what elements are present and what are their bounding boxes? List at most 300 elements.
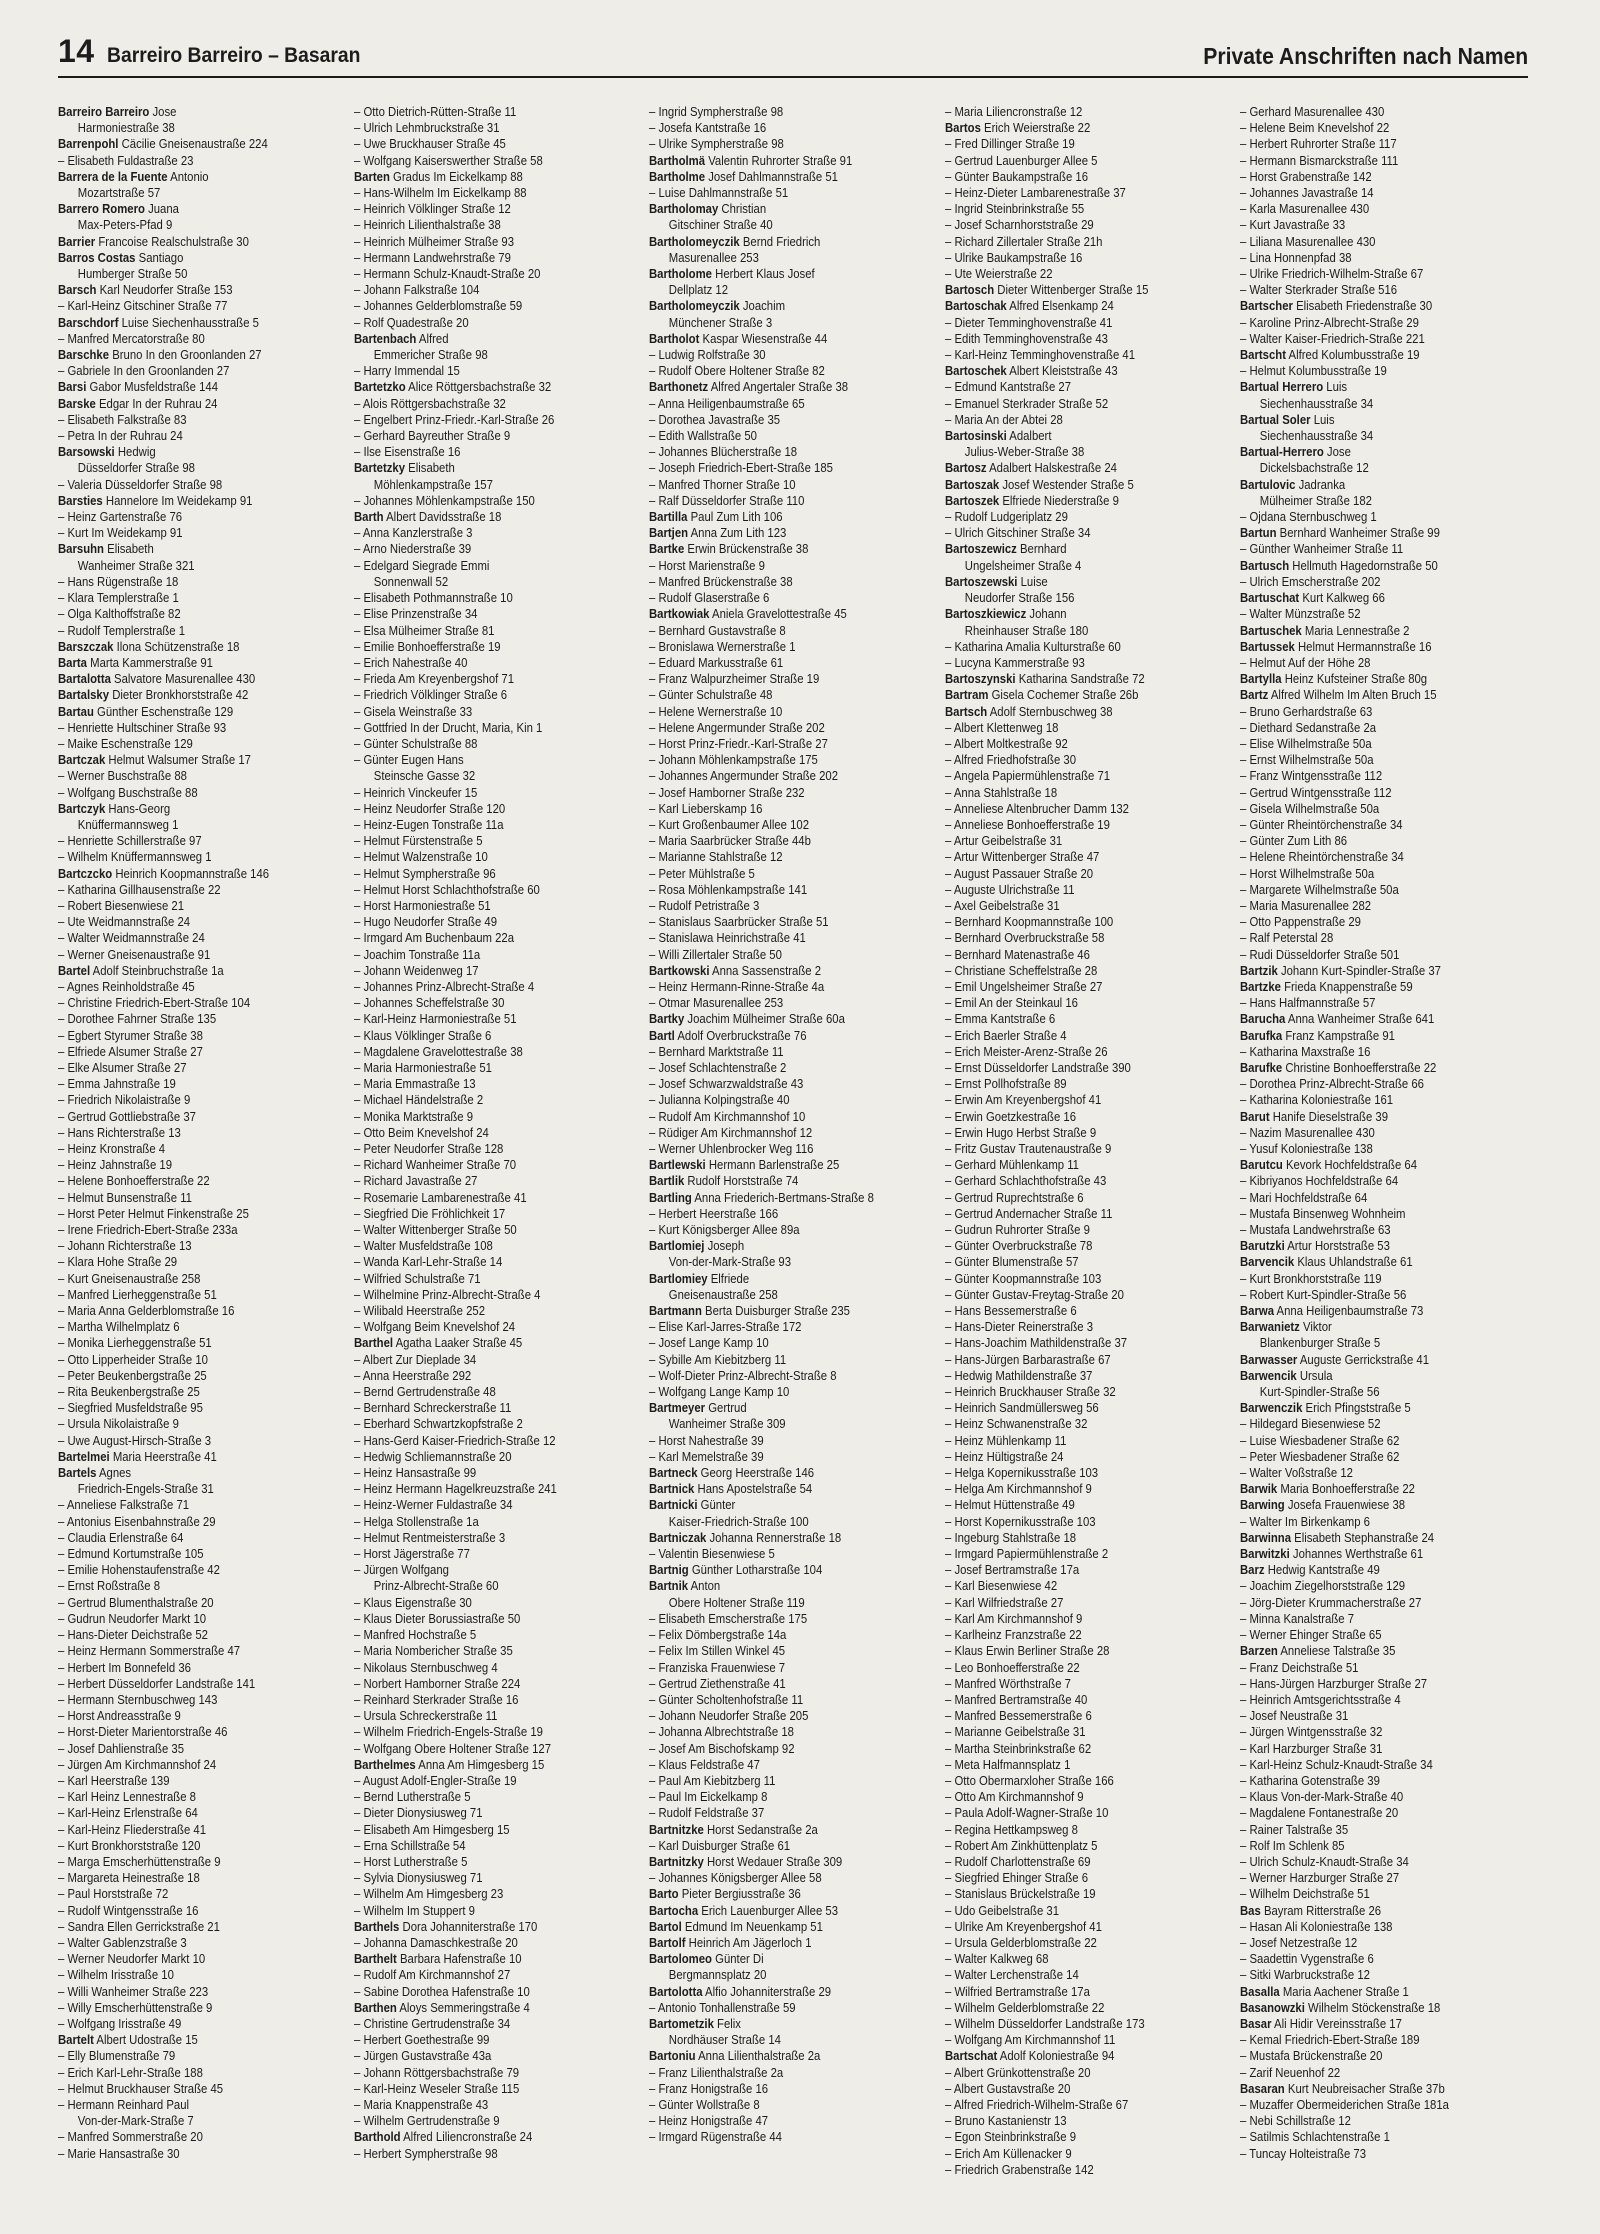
entry-text: Elisabeth: [404, 461, 455, 476]
entry-text: Bergmannsplatz 20: [668, 1968, 767, 1983]
surname: Bartetzko: [353, 380, 406, 395]
surname: Bartnick: [649, 1482, 695, 1497]
entry-text: – Josef Lange Kamp 10: [649, 1336, 769, 1351]
directory-entry: [354, 1611, 641, 1627]
entry-text: – Edmund Kantstraße 27: [944, 380, 1071, 395]
directory-entry: [354, 1416, 641, 1432]
directory-entry: [649, 412, 936, 428]
directory-entry: [354, 1967, 641, 1983]
entry-text: – Wilhelm Knüffermannsweg 1: [58, 850, 212, 865]
directory-entry: [58, 1530, 345, 1546]
entry-text: Valentin Ruhrorter Straße 91: [705, 153, 853, 168]
entry-text: – Norbert Hamborner Straße 224: [353, 1676, 520, 1691]
directory-entry-surname: [1240, 1319, 1527, 1335]
entry-text: – Josef Netzestraße 12: [1240, 1935, 1358, 1950]
directory-entry: [354, 1903, 641, 1919]
surname: Barutcu: [1240, 1158, 1284, 1173]
entry-text: – Hermann Schulz-Knaudt-Straße 20: [353, 267, 541, 282]
directory-entry-surname: [945, 2048, 1232, 2064]
entry-text: – Horst Andreasstraße 9: [58, 1709, 181, 1724]
surname: Bartels: [58, 1466, 97, 1481]
entry-text: – Tuncay Holteistraße 73: [1240, 2146, 1367, 2161]
entry-text: – Helene Rheintörchenstraße 34: [1240, 850, 1405, 865]
directory-entry-surname: [945, 282, 1232, 298]
entry-text: Elisabeth Stephanstraße 24: [1291, 1530, 1435, 1545]
entry-text: – Leo Bonhoefferstraße 22: [944, 1660, 1080, 1675]
entry-text: – Stanislaus Brückelstraße 19: [944, 1887, 1096, 1902]
entry-text: – Franz Deichstraße 51: [1240, 1660, 1359, 1675]
entry-text: – Wilhelm Friedrich-Engels-Straße 19: [353, 1725, 543, 1740]
directory-entry: [58, 509, 345, 525]
entry-text: – Hans Rügenstraße 18: [58, 574, 179, 589]
directory-entry: [354, 541, 641, 557]
entry-text: – Udo Geibelstraße 31: [944, 1903, 1059, 1918]
directory-entry-surname: [58, 2032, 345, 2048]
directory-entry: [58, 1789, 345, 1805]
entry-text: – Günter Gustav-Freytag-Straße 20: [944, 1287, 1124, 1302]
entry-text: – Helene Bonhoefferstraße 22: [58, 1174, 210, 1189]
surname: Bartniczak: [649, 1530, 707, 1545]
entry-text: Kevork Hochfeldstraße 64: [1283, 1158, 1418, 1173]
directory-entry: [945, 1157, 1232, 1173]
entry-text: Anna Am Himgesberg 15: [415, 1757, 544, 1772]
directory-entry-continuation: [354, 347, 641, 363]
directory-entry: [945, 1578, 1232, 1594]
directory-entry: [945, 1951, 1232, 1967]
directory-entry: [1240, 136, 1527, 152]
entry-text: – Erna Schillstraße 54: [353, 1838, 466, 1853]
surname: Basar: [1240, 2016, 1272, 2031]
entry-text: – Sitki Warbruckstraße 12: [1240, 1968, 1371, 1983]
directory-entry: [945, 947, 1232, 963]
running-head: Barreiro Barreiro – Basaran: [106, 44, 361, 67]
directory-entry: [1240, 509, 1527, 525]
directory-entry-surname: [649, 298, 936, 314]
directory-entry: [354, 120, 641, 136]
directory-entry: [58, 1400, 345, 1416]
entry-text: – Herbert Goethestraße 99: [353, 2033, 490, 2048]
entry-text: – Ingrid Steinbrinkstraße 55: [944, 202, 1085, 217]
directory-entry: [945, 1773, 1232, 1789]
entry-text: – Heinz Hermann Sommerstraße 47: [58, 1644, 241, 1659]
entry-text: – Bruno Gerhardstraße 63: [1240, 704, 1373, 719]
entry-text: – Kurt Gneisenaustraße 258: [58, 1271, 201, 1286]
entry-text: – Helmut Walzenstraße 10: [353, 850, 488, 865]
directory-entry: [1240, 833, 1527, 849]
directory-entry: [354, 1870, 641, 1886]
surname: Bartenbach: [353, 331, 416, 346]
directory-entry-surname: [945, 606, 1232, 622]
directory-entry: [354, 1319, 641, 1335]
directory-entry: [945, 2016, 1232, 2032]
entry-text: Sonnenwall 52: [373, 574, 448, 589]
directory-entry-continuation: [58, 2113, 345, 2129]
entry-text: – Rudolf Glaserstraße 6: [649, 591, 770, 606]
directory-entry: [945, 1627, 1232, 1643]
directory-entry: [354, 963, 641, 979]
directory-entry: [945, 2097, 1232, 2113]
directory-entry: [354, 153, 641, 169]
entry-text: – Gertrud Andernacher Straße 11: [944, 1206, 1113, 1221]
directory-entry: [58, 930, 345, 946]
entry-text: – Maria Saarbrücker Straße 44b: [649, 834, 812, 849]
directory-entry: [945, 1822, 1232, 1838]
entry-text: – Otto Pappenstraße 29: [1240, 915, 1362, 930]
directory-entry-surname: [945, 574, 1232, 590]
surname: Bartusch: [1240, 558, 1290, 573]
directory-entry-surname: [649, 169, 936, 185]
entry-text: – Heinz Hermann-Rinne-Straße 4a: [649, 979, 825, 994]
directory-entry: [1240, 153, 1527, 169]
directory-entry: [354, 217, 641, 233]
directory-entry: [945, 930, 1232, 946]
directory-entry-surname: [58, 1449, 345, 1465]
entry-text: – Walter Im Birkenkamp 6: [1240, 1514, 1371, 1529]
directory-entry: [649, 1352, 936, 1368]
surname: Bartzke: [1240, 979, 1282, 994]
entry-text: – Artur Wittenberger Straße 47: [944, 850, 1100, 865]
entry-text: Anna Heiligenbaumstraße 73: [1274, 1304, 1424, 1319]
entry-text: – Nikolaus Sternbuschweg 4: [353, 1660, 498, 1675]
entry-text: – Klaus Erwin Berliner Straße 28: [944, 1644, 1110, 1659]
entry-text: – Christine Friedrich-Ebert-Straße 104: [58, 996, 251, 1011]
directory-entry: [945, 849, 1232, 865]
entry-text: – Fred Dillinger Straße 19: [944, 137, 1075, 152]
directory-entry-continuation: [649, 1254, 936, 1270]
directory-entry: [354, 1384, 641, 1400]
directory-entry: [945, 1433, 1232, 1449]
entry-text: – Axel Geibelstraße 31: [944, 898, 1060, 913]
directory-entry: [945, 525, 1232, 541]
entry-text: – Robert Biesenwiese 21: [58, 898, 185, 913]
entry-text: – Horst Wilhelmstraße 50a: [1240, 866, 1375, 881]
entry-text: Dieter Wittenberger Straße 15: [993, 283, 1149, 298]
entry-text: Alfred: [415, 331, 449, 346]
directory-entry-surname: [1240, 1060, 1527, 1076]
entry-text: – Karoline Prinz-Albrecht-Straße 29: [1240, 315, 1420, 330]
directory-entry: [945, 1384, 1232, 1400]
surname: Barutzki: [1240, 1239, 1286, 1254]
directory-entry-surname: [945, 428, 1232, 444]
entry-text: Alfred Kolumbusstraße 19: [1286, 348, 1420, 363]
directory-entry-surname: [1240, 2081, 1527, 2097]
entry-text: – Ursula Gelderblomstraße 22: [944, 1935, 1097, 1950]
entry-text: – Hermann Sternbuschweg 143: [58, 1692, 218, 1707]
surname: Bartlomiey: [649, 1271, 708, 1286]
directory-entry-surname: [1240, 687, 1527, 703]
entry-text: Münchener Straße 3: [668, 315, 773, 330]
directory-entry: [354, 396, 641, 412]
directory-entry: [945, 1676, 1232, 1692]
directory-entry: [649, 136, 936, 152]
directory-entry: [1240, 574, 1527, 590]
directory-entry: [1240, 104, 1527, 120]
entry-text: – Wilhelmine Prinz-Albrecht-Straße 4: [353, 1287, 541, 1302]
directory-entry: [1240, 201, 1527, 217]
entry-text: – Bernhard Gustavstraße 8: [649, 623, 786, 638]
entry-text: – Klaus Völklinger Straße 6: [353, 1028, 491, 1043]
directory-entry-surname: [58, 234, 345, 250]
directory-entry: [58, 2146, 345, 2162]
entry-text: – Paula Adolf-Wagner-Straße 10: [944, 1806, 1109, 1821]
directory-entry: [945, 1416, 1232, 1432]
entry-text: Bernhard Wanheimer Straße 99: [1276, 526, 1441, 541]
entry-text: – Manfred Sommerstraße 20: [58, 2130, 203, 2145]
entry-text: – Rainer Talstraße 35: [1240, 1822, 1349, 1837]
entry-text: Salvatore Masurenallee 430: [110, 672, 256, 687]
directory-entry: [354, 2113, 641, 2129]
entry-text: – Lucyna Kammerstraße 93: [944, 655, 1085, 670]
entry-text: – Hermann Landwehrstraße 79: [353, 250, 511, 265]
surname: Barthen: [353, 2000, 397, 2015]
entry-text: – Jürgen Gustavstraße 43a: [353, 2049, 491, 2064]
entry-text: – Bernhard Marktstraße 11: [649, 1044, 784, 1059]
surname: Barsuhn: [58, 542, 104, 557]
entry-text: – Franz Honigstraße 16: [649, 2081, 769, 2096]
directory-entry-surname: [649, 1303, 936, 1319]
entry-text: Kurt Kalkweg 66: [1299, 591, 1386, 606]
entry-text: – Wolfgang Beim Knevelshof 24: [353, 1320, 515, 1335]
entry-text: – Günter Wollstraße 8: [649, 2097, 760, 2112]
directory-entry-surname: [58, 671, 345, 687]
surname: Bartky: [649, 1012, 685, 1027]
entry-text: – Gudrun Neudorfer Markt 10: [58, 1611, 207, 1626]
directory-entry: [354, 947, 641, 963]
directory-entry: [649, 1206, 936, 1222]
entry-text: – Elly Blumenstraße 79: [58, 2049, 176, 2064]
entry-text: – Helmut Sympherstraße 96: [353, 866, 496, 881]
directory-entry: [354, 833, 641, 849]
directory-entry-surname: [649, 525, 936, 541]
entry-text: – Josef Schlachtenstraße 2: [649, 1060, 787, 1075]
entry-text: – Klaus Dieter Borussiastraße 50: [353, 1611, 520, 1626]
entry-text: Elfriede: [707, 1271, 750, 1286]
entry-text: – Angela Papiermühlenstraße 71: [944, 769, 1110, 784]
entry-text: – Horst Nahestraße 39: [649, 1433, 764, 1448]
directory-entry: [945, 1254, 1232, 1270]
directory-entry: [945, 898, 1232, 914]
directory-entry-surname: [649, 1919, 936, 1935]
entry-text: – Ute Weierstraße 22: [944, 267, 1053, 282]
entry-text: – Wolfgang Am Kirchmannshof 11: [944, 2033, 1116, 2048]
entry-text: – Horst-Dieter Marientorstraße 46: [58, 1725, 228, 1740]
entry-text: – Hasan Ali Koloniestraße 138: [1240, 1919, 1393, 1934]
entry-text: – Ulrich Emscherstraße 202: [1240, 574, 1381, 589]
entry-text: – Paul Horststraße 72: [58, 1887, 169, 1902]
directory-entry: [649, 1611, 936, 1627]
directory-entry: [945, 315, 1232, 331]
entry-text: – Walter Sterkrader Straße 516: [1240, 283, 1398, 298]
entry-text: – Mustafa Binsenweg Wohnheim: [1240, 1206, 1406, 1221]
entry-text: – Werner Gneisenaustraße 91: [58, 947, 211, 962]
directory-entry: [1240, 1838, 1527, 1854]
entry-text: – Wilhelm Düsseldorfer Landstraße 173: [944, 2016, 1145, 2031]
directory-entry: [1240, 541, 1527, 557]
entry-text: – Dorothee Fahrner Straße 135: [58, 1012, 217, 1027]
entry-text: – Klara Templerstraße 1: [58, 591, 179, 606]
entry-text: Horst Sedanstraße 2a: [703, 1822, 819, 1837]
entry-text: – Edmund Kortumstraße 105: [58, 1547, 204, 1562]
entry-text: – Herbert Düsseldorfer Landstraße 141: [58, 1676, 256, 1691]
entry-text: – Hans-Jürgen Barbarastraße 67: [944, 1352, 1111, 1367]
directory-entry: [1240, 331, 1527, 347]
directory-entry-surname: [354, 2129, 641, 2145]
entry-text: Santiago: [135, 250, 184, 265]
directory-entry: [58, 1708, 345, 1724]
directory-entry: [649, 785, 936, 801]
entry-text: – Maike Eschenstraße 129: [58, 736, 193, 751]
entry-text: – Helmut Kolumbusstraße 19: [1240, 364, 1388, 379]
entry-text: Albert Kleiststraße 43: [1006, 364, 1118, 379]
directory-entry: [354, 1546, 641, 1562]
entry-text: – Heinz Hansastraße 99: [353, 1466, 476, 1481]
directory-entry: [945, 833, 1232, 849]
surname: Basalla: [1240, 1984, 1281, 1999]
directory-entry-surname: [1240, 590, 1527, 606]
directory-entry: [649, 655, 936, 671]
entry-text: – Hedwig Mathildenstraße 37: [944, 1368, 1093, 1383]
directory-entry: [649, 1222, 936, 1238]
directory-entry: [58, 1271, 345, 1287]
entry-text: – Emilie Hohenstaufenstraße 42: [58, 1563, 220, 1578]
surname: Bartjen: [649, 526, 689, 541]
entry-text: Adolf Overbruckstraße 76: [675, 1028, 807, 1043]
entry-text: – Muzaffer Obermeiderichen Straße 181a: [1240, 2097, 1450, 2112]
directory-entry-surname: [1240, 1011, 1527, 1027]
directory-entry-surname: [1240, 477, 1527, 493]
entry-text: – Mustafa Landwehrstraße 63: [1240, 1223, 1391, 1238]
directory-entry: [1240, 234, 1527, 250]
entry-text: Bernhard: [1016, 542, 1067, 557]
entry-text: – Sandra Ellen Gerrickstraße 21: [58, 1919, 220, 1934]
entry-text: – Johannes Blücherstraße 18: [649, 445, 798, 460]
directory-entry: [945, 1967, 1232, 1983]
entry-text: – Erich Am Küllenacker 9: [944, 2146, 1072, 2161]
directory-entry: [649, 866, 936, 882]
entry-text: – Bernhard Schreckerstraße 11: [353, 1401, 511, 1416]
directory-entry-surname: [1240, 1254, 1527, 1270]
directory-entry: [1240, 1822, 1527, 1838]
entry-text: – Ernst Roßstraße 8: [58, 1579, 161, 1594]
surname: Bartetzky: [353, 461, 405, 476]
entry-text: Anneliese Talstraße 35: [1278, 1644, 1396, 1659]
entry-text: Wanheimer Straße 309: [668, 1417, 786, 1432]
entry-text: – Manfred Mercatorstraße 80: [58, 331, 205, 346]
entry-text: Johanna Rennerstraße 18: [706, 1530, 842, 1545]
entry-text: – Rosa Möhlenkampstraße 141: [649, 882, 808, 897]
directory-entry-surname: [649, 379, 936, 395]
directory-entry: [945, 720, 1232, 736]
directory-entry-surname: [58, 396, 345, 412]
directory-entry: [945, 1757, 1232, 1773]
directory-entry-surname: [649, 1400, 936, 1416]
directory-entry: [58, 1157, 345, 1173]
entry-text: – Luise Wiesbadener Straße 62: [1240, 1433, 1400, 1448]
entry-text: – Kurt Bronkhorststraße 119: [1240, 1271, 1382, 1286]
entry-text: Franz Kampstraße 91: [1282, 1028, 1396, 1043]
entry-text: – Stanislaus Saarbrücker Straße 51: [649, 915, 829, 930]
entry-text: – Egon Steinbrinkstraße 9: [944, 2130, 1076, 2145]
directory-entry: [649, 2000, 936, 2016]
entry-text: – Klara Hohe Straße 29: [58, 1255, 178, 1270]
directory-entry-continuation: [649, 282, 936, 298]
entry-text: – Maria Masurenallee 282: [1240, 898, 1372, 913]
entry-text: Agatha Laaker Straße 45: [392, 1336, 522, 1351]
entry-text: – Wolfgang Kaiserswerther Straße 58: [353, 153, 543, 168]
directory-entry: [354, 1433, 641, 1449]
directory-entry: [354, 1060, 641, 1076]
directory-entry: [945, 234, 1232, 250]
directory-entry: [354, 1254, 641, 1270]
entry-text: – Bernd Lutherstraße 5: [353, 1790, 471, 1805]
directory-entry-continuation: [354, 574, 641, 590]
entry-text: – Karla Masurenallee 430: [1240, 202, 1370, 217]
entry-text: – Günter Eugen Hans: [353, 753, 464, 768]
directory-entry: [354, 1465, 641, 1481]
directory-entry: [58, 1870, 345, 1886]
entry-text: – Karl Heerstraße 139: [58, 1773, 170, 1788]
surname: Barten: [353, 169, 390, 184]
entry-text: – Paul Am Kiebitzberg 11: [649, 1773, 776, 1788]
entry-text: – Helmut Bruckhauser Straße 45: [58, 2081, 224, 2096]
directory-entry: [354, 623, 641, 639]
surname: Bartholot: [649, 331, 700, 346]
entry-text: – Paul Im Eickelkamp 8: [649, 1790, 768, 1805]
directory-entry: [945, 1287, 1232, 1303]
directory-entry: [649, 930, 936, 946]
directory-entry: [945, 1886, 1232, 1902]
entry-text: – Ursula Schreckerstraße 11: [353, 1709, 498, 1724]
entry-text: Hannelore Im Weidekamp 91: [102, 493, 253, 508]
directory-entry: [354, 1514, 641, 1530]
directory-entry-surname: [649, 509, 936, 525]
entry-text: – Erwin Goetzkestraße 16: [944, 1109, 1076, 1124]
entry-text: – Rüdiger Am Kirchmannshof 12: [649, 1125, 813, 1140]
directory-entry: [1240, 2048, 1527, 2064]
entry-text: – Horst Kopernikusstraße 103: [944, 1514, 1096, 1529]
directory-entry: [1240, 704, 1527, 720]
entry-text: – Hugo Neudorfer Straße 49: [353, 915, 497, 930]
directory-entry: [354, 866, 641, 882]
directory-entry: [945, 1449, 1232, 1465]
entry-text: – Günter Schulstraße 48: [649, 688, 773, 703]
entry-text: – Irmgard Rügenstraße 44: [649, 2130, 783, 2145]
surname: Bartram: [944, 688, 989, 703]
directory-entry: [649, 1805, 936, 1821]
directory-entry-continuation: [1240, 1335, 1527, 1351]
surname: Barwanietz: [1240, 1320, 1301, 1335]
entry-text: – Zarif Neuenhof 22: [1240, 2065, 1341, 2080]
directory-entry: [945, 1562, 1232, 1578]
directory-entry: [945, 2000, 1232, 2016]
entry-text: – Johannes Angermunder Straße 202: [649, 769, 839, 784]
directory-entry: [1240, 1092, 1527, 1108]
surname: Bartometzik: [649, 2016, 715, 2031]
directory-entry: [649, 120, 936, 136]
directory-entry: [1240, 606, 1527, 622]
directory-entry-surname: [1240, 1400, 1527, 1416]
entry-text: – Günther Wanheimer Straße 11: [1240, 542, 1404, 557]
entry-text: Horst Wedauer Straße 309: [703, 1854, 843, 1869]
entry-text: – Emanuel Sterkrader Straße 52: [944, 396, 1108, 411]
surname: Basanowzki: [1240, 2000, 1306, 2015]
directory-entry: [945, 509, 1232, 525]
directory-entry: [1240, 1692, 1527, 1708]
entry-text: Ursula: [1297, 1368, 1333, 1383]
directory-entry: [945, 266, 1232, 282]
entry-text: – Wilibald Heerstraße 252: [353, 1304, 485, 1319]
directory-entry: [649, 2097, 936, 2113]
